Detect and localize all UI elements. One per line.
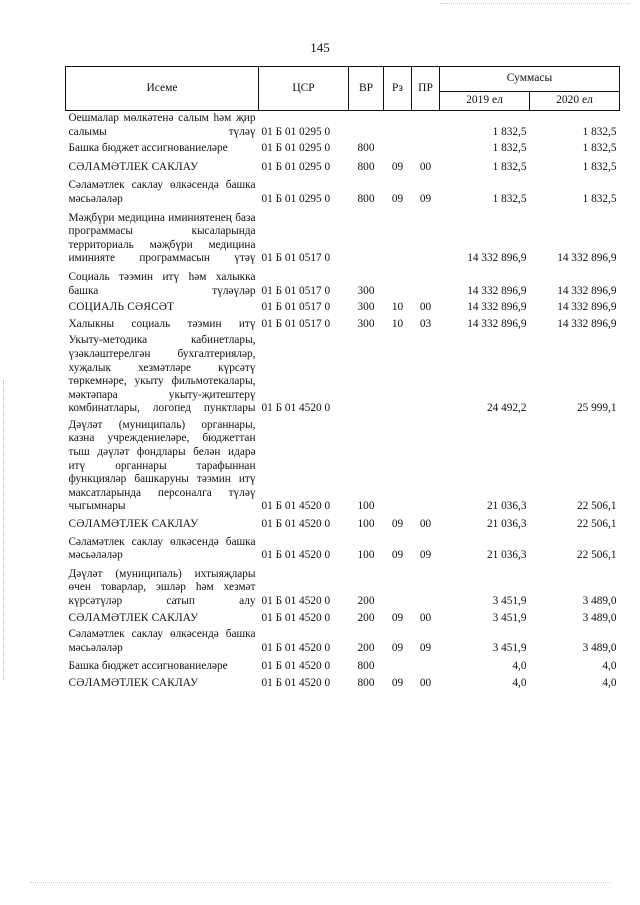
row-name: Оешмалар мөлкәтенә салым һәм җир салымы түләү	[68, 112, 256, 138]
row-name: Башка бюджет ассигнованиеләре	[68, 142, 228, 155]
row-vr: 200	[357, 641, 375, 654]
row-pr: 09	[419, 641, 432, 654]
row-name: Дәүләт (муниципаль) органнары, казна учреждениеләре, бюджеттан тыш дәүләт фондлары белән идарә итү органнары тарафыннан функцияләр башкаруны тәэмин итү максатларында персоналга түләү чыгымнары	[68, 418, 256, 513]
row-csr: 01 Б 01 4520 0	[261, 518, 331, 531]
row-amount-2019: 3 451,9	[492, 595, 527, 607]
row-amount-2019: 21 036,3	[486, 500, 527, 513]
row-pr: 00	[419, 518, 432, 531]
row-amount-2019: 21 036,3	[486, 518, 527, 531]
row-rz: 09	[391, 160, 404, 173]
row-vr: 800	[357, 160, 375, 173]
row-rz: 10	[391, 317, 404, 330]
table-row	[66, 176, 620, 208]
row-name: СӘЛАМӘТЛЕК САКЛАУ	[68, 611, 199, 624]
row-csr: 01 Б 01 0295 0	[261, 125, 331, 138]
row-amount-2019: 4,0	[512, 676, 527, 689]
row-name: Мәҗбүри медицина иминиятенең база программасы кысаларында территориаль мәҗбүри медицина иминияте программасын үтәү	[68, 211, 256, 265]
row-name: Сәламәтлек саклау өлкәсендә башка мәсьәләләр	[68, 535, 256, 562]
row-vr: 300	[357, 301, 375, 314]
row-amount-2019: 1 832,5	[492, 142, 527, 155]
table-row	[66, 418, 620, 516]
row-amount-2019: 14 332 896,9	[467, 317, 527, 330]
table-row	[66, 268, 620, 300]
budget-table	[65, 66, 620, 693]
table-row	[66, 300, 620, 317]
row-amount-2020: 4,0	[602, 676, 617, 689]
table-row	[66, 565, 620, 611]
row-vr	[349, 333, 384, 418]
row-rz	[384, 268, 412, 300]
row-amount-2019: 1 832,5	[492, 160, 527, 173]
row-rz	[384, 209, 412, 268]
row-rz	[384, 141, 412, 158]
row-vr	[349, 209, 384, 268]
row-name: Сәламәтлек саклау өлкәсендә башка мәсьәләләр	[68, 628, 256, 654]
row-vr: 200	[357, 595, 375, 607]
scan-edge-bottom	[30, 882, 610, 883]
row-rz: 09	[391, 676, 404, 689]
row-pr: 09	[419, 549, 432, 562]
table-row	[66, 611, 620, 628]
table-row	[66, 317, 620, 334]
row-amount-2020: 4,0	[602, 660, 617, 673]
row-rz: 09	[391, 192, 404, 205]
row-pr: 00	[419, 301, 432, 314]
scan-edge-top	[440, 3, 630, 4]
row-vr: 800	[357, 660, 375, 673]
row-amount-2019: 14 332 896,9	[467, 284, 527, 297]
row-csr: 01 Б 01 4520 0	[261, 595, 331, 607]
row-vr: 100	[357, 549, 375, 562]
row-amount-2019: 1 832,5	[492, 125, 527, 138]
budget-sheet	[65, 66, 619, 693]
row-csr: 01 Б 01 0517 0	[261, 301, 331, 314]
row-amount-2020: 1 832,5	[582, 192, 617, 205]
table-row	[66, 333, 620, 418]
row-amount-2020: 1 832,5	[582, 125, 617, 138]
row-pr	[412, 141, 440, 158]
table-row	[66, 141, 620, 158]
row-csr: 01 Б 01 4520 0	[261, 500, 331, 513]
header-name: Исеме	[66, 67, 259, 111]
row-amount-2020: 1 832,5	[582, 142, 617, 155]
row-pr	[412, 111, 440, 142]
scan-edge-left	[3, 380, 4, 680]
row-name: Социаль тәэмин итү һәм халыкка башка түләүләр	[68, 270, 256, 297]
row-amount-2020: 22 506,1	[576, 518, 617, 531]
row-rz: 09	[391, 611, 404, 624]
page-number: 145	[310, 40, 330, 55]
row-vr: 300	[357, 317, 375, 330]
row-name: СӘЛАМӘТЛЕК САКЛАУ	[68, 160, 199, 173]
row-pr	[412, 268, 440, 300]
row-amount-2020: 3 489,0	[582, 611, 617, 624]
header-vr: ВР	[349, 67, 384, 111]
row-pr: 03	[419, 317, 432, 330]
row-amount-2020: 25 999,1	[576, 402, 617, 415]
row-name: Укыту-методика кабинетлары, үзәкләштерелгән бухгалтерияләр, хуҗалык хезмәтләре күрсәтү төркемнәре, укыту фильмотекалары, мәктәпара укыту-җитештерү комбинатлары, логопед пунктлары	[68, 334, 256, 415]
row-csr: 01 Б 01 4520 0	[261, 641, 331, 654]
row-name: СӘЛАМӘТЛЕК САКЛАУ	[68, 676, 199, 689]
row-pr	[412, 209, 440, 268]
row-amount-2019: 21 036,3	[486, 549, 527, 562]
row-vr	[349, 111, 384, 142]
row-vr: 100	[357, 518, 375, 531]
row-rz	[384, 333, 412, 418]
row-vr: 200	[357, 611, 375, 624]
row-amount-2019: 3 451,9	[492, 641, 527, 654]
row-csr: 01 Б 01 0517 0	[261, 252, 331, 265]
row-csr: 01 Б 01 0517 0	[261, 284, 331, 297]
table-row	[66, 111, 620, 142]
table-row	[66, 627, 620, 657]
row-amount-2019: 4,0	[512, 660, 527, 673]
table-row	[66, 676, 620, 693]
table-row	[66, 657, 620, 676]
row-amount-2020: 14 332 896,9	[557, 284, 617, 297]
row-amount-2019: 1 832,5	[492, 192, 527, 205]
row-csr: 01 Б 01 0295 0	[261, 192, 331, 205]
row-vr: 100	[357, 500, 375, 513]
row-amount-2020: 14 332 896,9	[557, 301, 617, 314]
row-pr: 00	[419, 160, 432, 173]
row-amount-2020: 14 332 896,9	[557, 252, 617, 265]
row-amount-2020: 3 489,0	[582, 595, 617, 607]
row-rz: 10	[391, 301, 404, 314]
row-csr: 01 Б 01 0295 0	[261, 160, 331, 173]
row-csr: 01 Б 01 4520 0	[261, 660, 331, 673]
row-name: Халыкны социаль тәэмин итү	[68, 317, 256, 330]
row-name: Башка бюджет ассигнованиеләре	[68, 660, 228, 673]
row-amount-2020: 22 506,1	[576, 500, 617, 513]
table-row	[66, 516, 620, 534]
row-csr: 01 Б 01 0295 0	[261, 142, 331, 155]
row-amount-2020: 1 832,5	[582, 160, 617, 173]
row-rz: 09	[391, 549, 404, 562]
header-year-2020: 2020 ел	[530, 92, 620, 111]
row-amount-2019: 3 451,9	[492, 611, 527, 624]
row-pr	[412, 657, 440, 676]
row-rz	[384, 565, 412, 611]
row-amount-2019: 14 332 896,9	[467, 301, 527, 314]
row-vr: 300	[357, 284, 375, 297]
header-pr: ПР	[412, 67, 440, 111]
table-row	[66, 534, 620, 565]
row-rz	[384, 418, 412, 516]
row-csr: 01 Б 01 0517 0	[261, 317, 331, 330]
row-amount-2019: 14 332 896,9	[467, 252, 527, 265]
row-rz: 09	[391, 518, 404, 531]
header-year-2019: 2019 ел	[440, 92, 530, 111]
row-vr: 800	[357, 676, 375, 689]
row-name: Сәламәтлек саклау өлкәсендә башка мәсьәләләр	[68, 179, 256, 205]
row-vr: 800	[357, 192, 375, 205]
row-csr: 01 Б 01 4520 0	[261, 549, 331, 562]
header-rz: Рз	[384, 67, 412, 111]
row-pr	[412, 418, 440, 516]
header-sums: Суммасы	[440, 67, 620, 92]
row-vr: 800	[357, 142, 375, 155]
row-rz	[384, 657, 412, 676]
row-pr	[412, 333, 440, 418]
header-csr: ЦСР	[259, 67, 349, 111]
row-name: СӘЛАМӘТЛЕК САКЛАУ	[68, 518, 199, 531]
row-name: СОЦИАЛЬ СӘЯСӘТ	[68, 301, 175, 314]
row-pr: 00	[419, 676, 432, 689]
row-csr: 01 Б 01 4520 0	[261, 611, 331, 624]
row-amount-2020: 3 489,0	[582, 641, 617, 654]
row-csr: 01 Б 01 4520 0	[261, 402, 331, 415]
row-pr: 00	[419, 611, 432, 624]
row-pr: 09	[419, 192, 432, 205]
table-row	[66, 209, 620, 268]
row-amount-2020: 22 506,1	[576, 549, 617, 562]
table-body	[66, 111, 620, 693]
table-row	[66, 158, 620, 177]
row-rz: 09	[391, 641, 404, 654]
row-amount-2020: 14 332 896,9	[557, 317, 617, 330]
row-pr	[412, 565, 440, 611]
row-csr: 01 Б 01 4520 0	[261, 676, 331, 689]
row-name: Дәүләт (муниципаль) ихтыяҗлары өчен товарлар, эшләр һәм хезмәт күрсәтүләр сатып алу	[68, 567, 256, 607]
row-rz	[384, 111, 412, 142]
row-amount-2019: 24 492,2	[486, 402, 527, 415]
